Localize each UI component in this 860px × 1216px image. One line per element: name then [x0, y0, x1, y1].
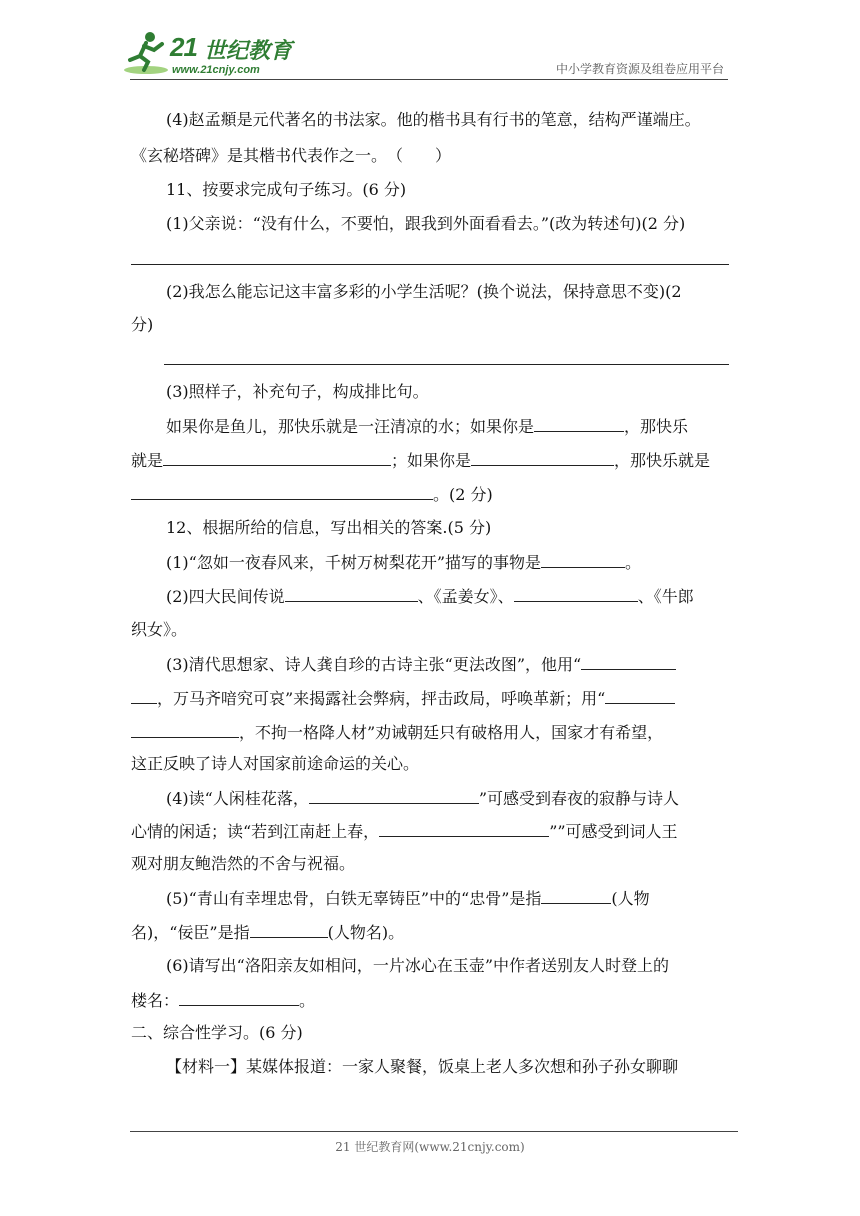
text: 、《孟姜女》、: [417, 587, 514, 606]
q11-item3-line2: [131, 449, 710, 472]
text: ，那快乐: [624, 417, 689, 436]
blank[interactable]: [541, 551, 625, 568]
blank[interactable]: [285, 585, 418, 602]
blank[interactable]: [534, 415, 624, 432]
q12-item4-line3: 观对朋友鲍浩然的不舍与祝福。: [131, 854, 356, 873]
q11-item2-line2: 分): [131, 315, 154, 334]
blank[interactable]: [471, 449, 614, 466]
q11-item3-prompt: (3)照样子，补充句子，构成排比句。: [166, 382, 429, 401]
text: 名)，“佞臣”是指: [131, 923, 250, 942]
blank[interactable]: [541, 887, 611, 904]
q12-item4-line1: [166, 787, 679, 810]
text: ；如果你是: [391, 451, 472, 470]
q10-item4-line1: (4)赵孟頫是元代著名的书法家。他的楷书具有行书的笔意，结构严谨端庄。: [166, 110, 701, 129]
blank[interactable]: [131, 721, 239, 738]
q12-item3-line1: [166, 653, 676, 676]
q12-item2-line2: 织女》。: [131, 620, 188, 639]
text: (5)“青山有幸埋忠骨，白铁无辜铸臣”中的“忠骨”是指: [166, 889, 542, 908]
text: ”可感受到春夜的寂静与诗人: [478, 789, 680, 808]
answer-line-q11-2[interactable]: [164, 364, 729, 365]
site-logo: [122, 30, 297, 80]
blank[interactable]: [379, 820, 549, 837]
text: ，万马齐喑究可哀”来揭露社会弊病，抨击政局，呼唤革新；用“: [157, 689, 606, 708]
text: ””可感受到词人王: [549, 822, 678, 841]
blank[interactable]: [131, 483, 433, 500]
q11-heading: 11、按要求完成句子练习。(6 分): [166, 180, 407, 199]
q12-item6-line1: (6)请写出“洛阳亲友如相问，一片冰心在玉壶”中作者送别友人时登上的: [166, 956, 670, 975]
text: (1)“忽如一夜春风来，千树万树梨花开”描写的事物是: [166, 553, 542, 572]
text: ，那快乐就是: [614, 451, 711, 470]
text: (人物: [611, 889, 650, 908]
text: (3)清代思想家、诗人龚自珍的古诗主张“更法改图”，他用“: [166, 655, 582, 674]
text: 就是: [131, 451, 164, 470]
running-man-icon: [122, 30, 170, 76]
q12-item1: [166, 551, 641, 574]
platform-label: 中小学教育资源及组卷应用平台: [555, 62, 724, 76]
footer-divider: [130, 1131, 738, 1132]
text: 。: [299, 991, 316, 1010]
logo-url: www.21cnjy.com: [172, 64, 260, 76]
blank[interactable]: [179, 989, 299, 1006]
text: 楼名：: [131, 991, 180, 1010]
q12-item2-line1: [166, 585, 694, 608]
q12-item3-line2: [131, 687, 675, 710]
text: ，不拘一格降人材”劝诫朝廷只有破格用人，国家才有希望，: [239, 723, 664, 742]
header-divider: [130, 79, 728, 80]
q12-item3-line4: 这正反映了诗人对国家前途命运的关心。: [131, 754, 420, 773]
blank[interactable]: [514, 585, 638, 602]
text: (4)读“人闲桂花落，: [166, 789, 309, 808]
text: 。(2 分): [433, 485, 493, 504]
text: 心情的闲适；读“若到江南赶上春，: [131, 822, 380, 841]
blank[interactable]: [309, 787, 479, 804]
q10-item4-line2: 《玄秘塔碑》是其楷书代表作之一。 （ ）: [131, 146, 452, 165]
text: 、《牛郎: [637, 587, 694, 606]
logo-number: 21: [170, 32, 197, 62]
q12-heading: 12、根据所给的信息，写出相关的答案.(5 分): [166, 518, 492, 537]
q11-item1: (1)父亲说：“没有什么，不要怕，跟我到外面看看去。”(改为转述句)(2 分): [166, 214, 686, 233]
section-2-heading: 二、综合性学习。(6 分): [131, 1023, 303, 1042]
blank[interactable]: [131, 687, 157, 704]
blank[interactable]: [605, 687, 675, 704]
answer-line-q11-1[interactable]: [131, 264, 729, 265]
text: 如果你是鱼儿，那快乐就是一汪清凉的水；如果你是: [166, 417, 535, 436]
blank[interactable]: [250, 921, 328, 938]
q12-item5-line1: [166, 887, 650, 910]
q12-item6-line2: [131, 989, 315, 1012]
q11-item3-line1: [166, 415, 688, 438]
page-header: [0, 0, 860, 82]
logo-text: 世纪教育: [204, 39, 293, 64]
q12-item4-line2: [131, 820, 678, 843]
text: (2)四大民间传说: [166, 587, 285, 606]
text: (人物名)。: [327, 923, 405, 942]
text: 。: [625, 553, 642, 572]
material-1: 【材料一】某媒体报道：一家人聚餐，饭桌上老人多次想和孙子孙女聊聊: [166, 1057, 679, 1076]
q11-item3-line3: [131, 483, 493, 506]
blank[interactable]: [581, 653, 676, 670]
q12-item3-line3: [131, 721, 663, 744]
page-footer: 21 世纪教育网(www.21cnjy.com): [335, 1140, 525, 1154]
blank[interactable]: [163, 449, 391, 466]
q12-item5-line2: [131, 921, 404, 944]
q11-item2-line1: (2)我怎么能忘记这丰富多彩的小学生活呢？(换个说法，保持意思不变)(2: [166, 282, 682, 301]
